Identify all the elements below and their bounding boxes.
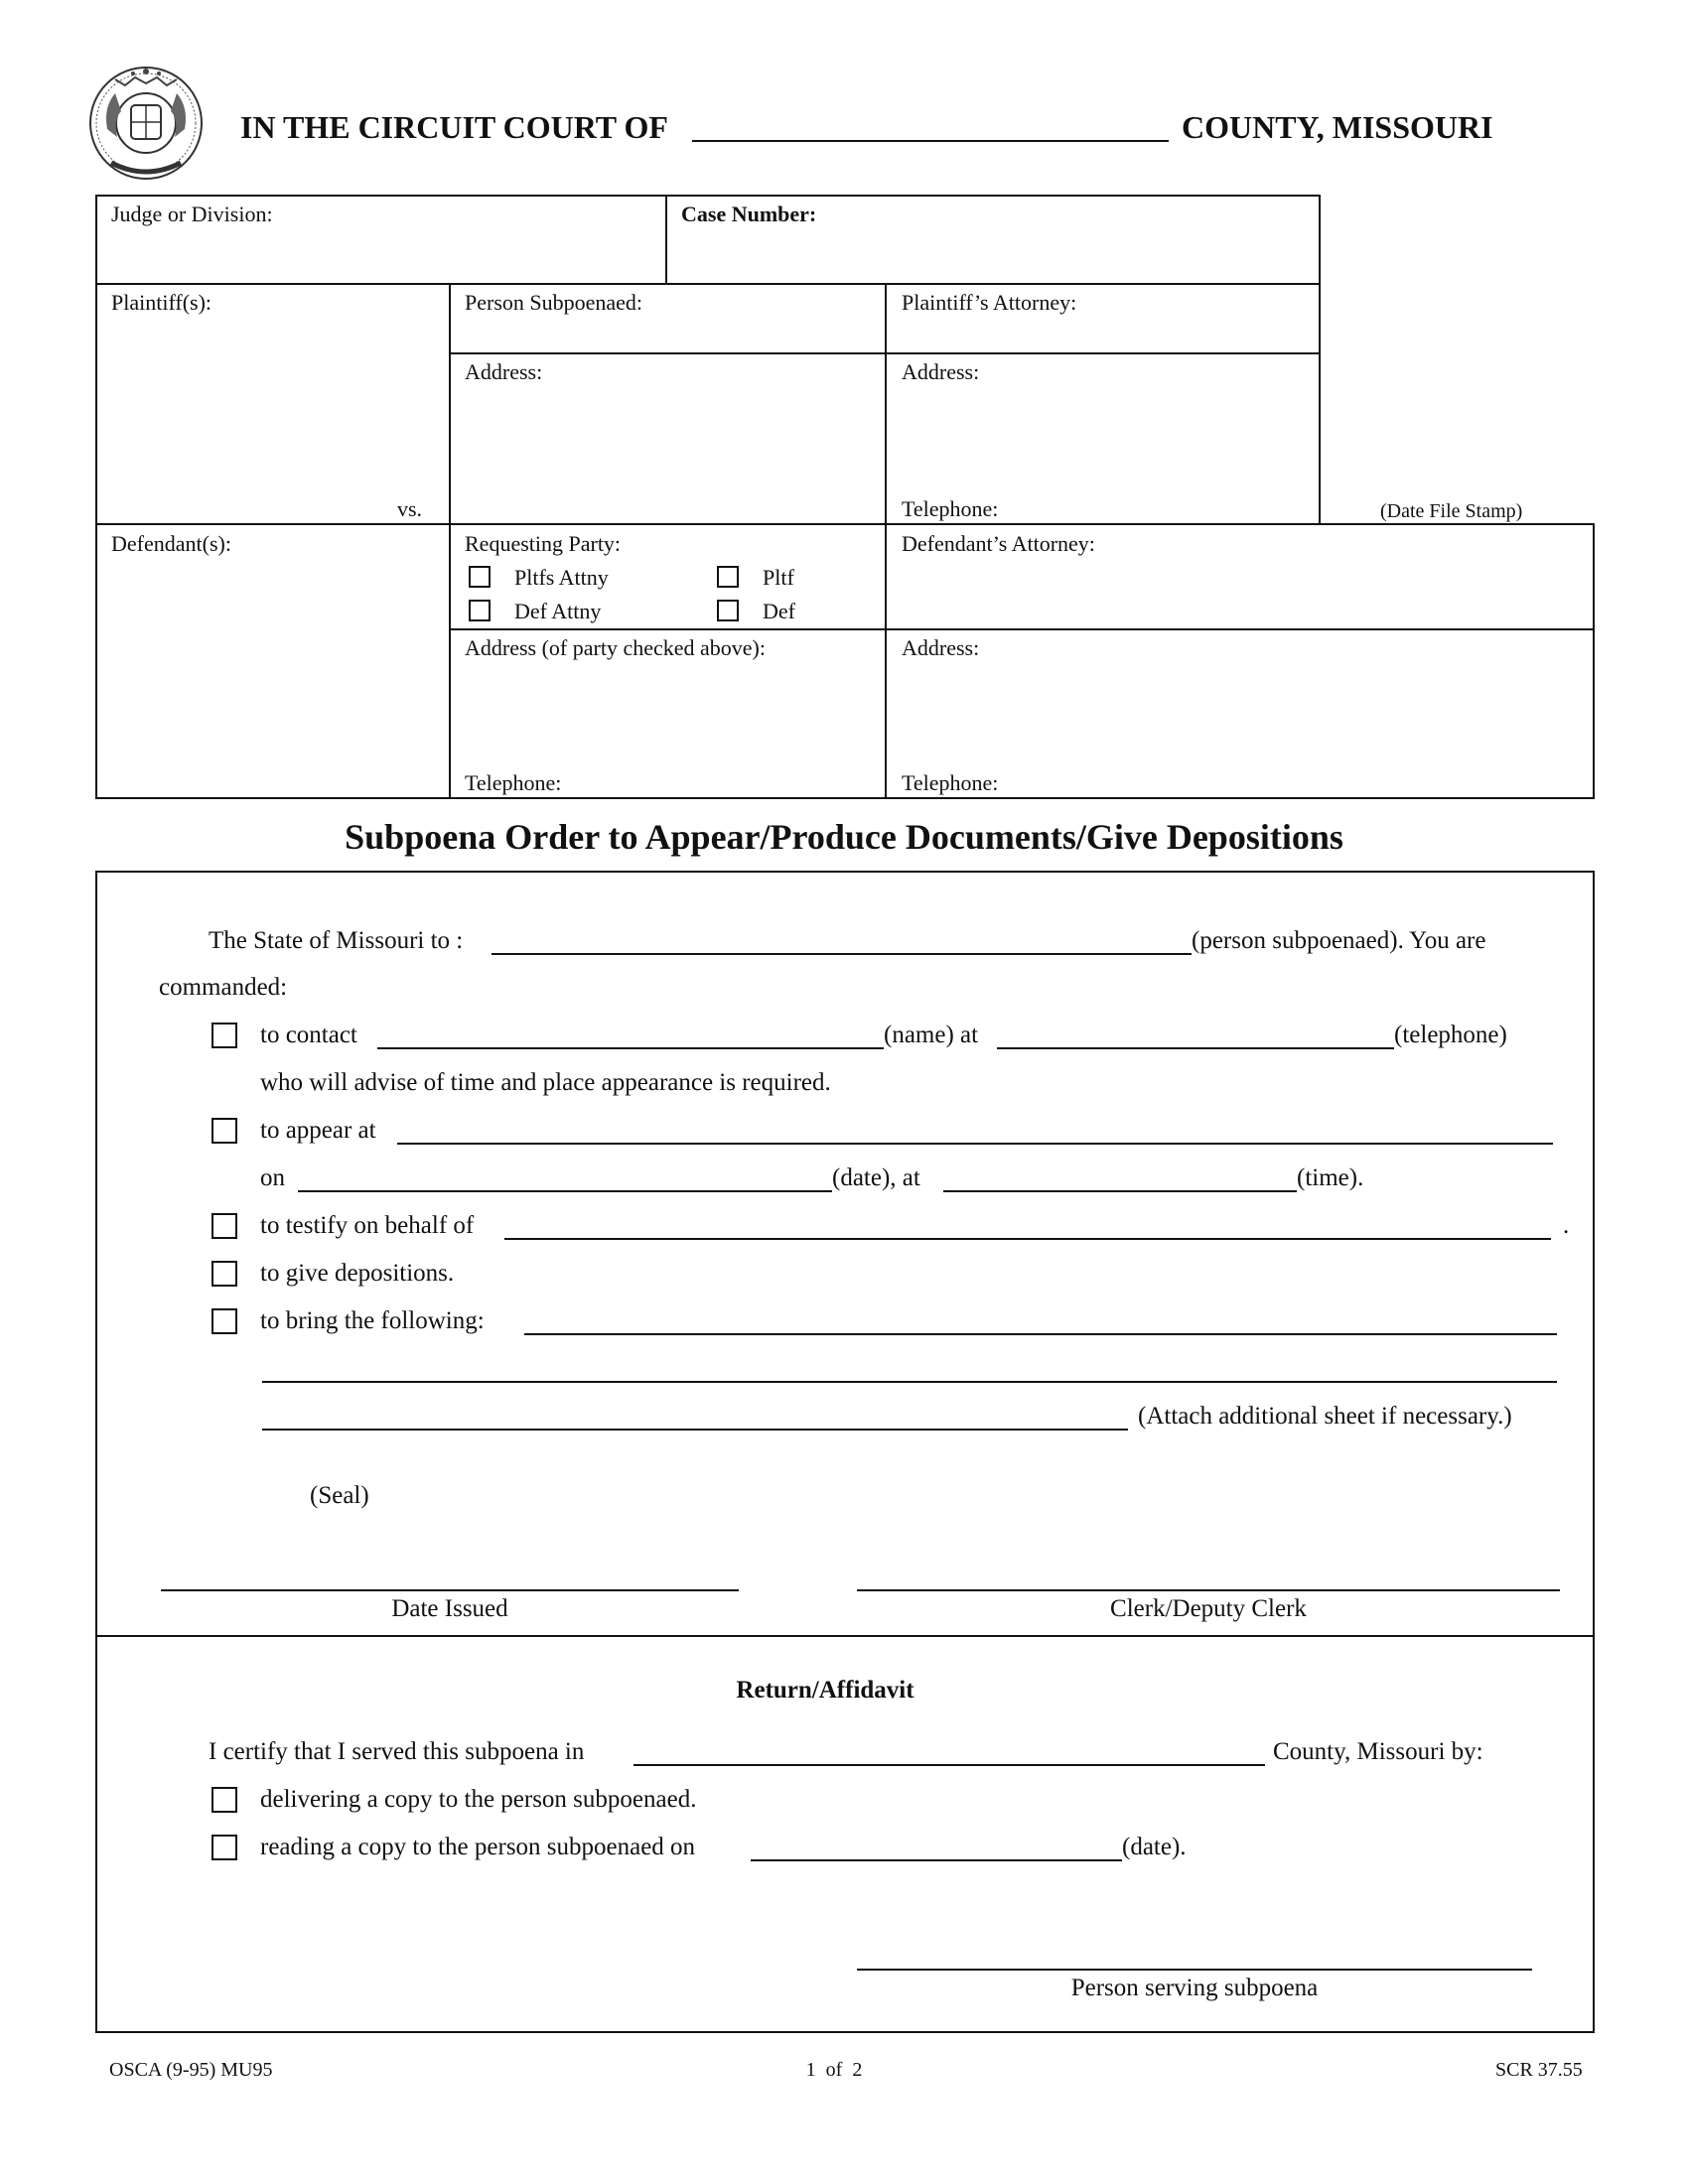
def-attny-label: Def Attny bbox=[514, 599, 602, 623]
plaintiff-attorney-field[interactable]: Plaintiff’s Attorney: bbox=[902, 290, 1077, 315]
date-issued-signature-line[interactable] bbox=[161, 1589, 739, 1591]
grid-col2-line bbox=[449, 283, 451, 798]
give-depositions-checkbox[interactable] bbox=[211, 1261, 237, 1287]
commanded-text: commanded: bbox=[159, 974, 288, 1001]
to-testify-checkbox[interactable] bbox=[211, 1213, 237, 1239]
contact-name-blank[interactable] bbox=[377, 1047, 884, 1049]
seal-text: (Seal) bbox=[310, 1482, 369, 1509]
testify-behalf-blank[interactable] bbox=[504, 1238, 1551, 1240]
clerk-label: Clerk/Deputy Clerk bbox=[1110, 1595, 1307, 1622]
grid-col3-line bbox=[885, 283, 887, 798]
def-label: Def bbox=[763, 599, 795, 623]
person-subpoenaed-text: (person subpoenaed). You are bbox=[1192, 927, 1486, 954]
grid-top-line bbox=[95, 195, 1321, 197]
appear-location-blank[interactable] bbox=[397, 1143, 1553, 1145]
served-county-blank[interactable] bbox=[633, 1764, 1265, 1766]
grid-left-line bbox=[95, 195, 97, 798]
bring-following-checkbox[interactable] bbox=[211, 1308, 237, 1334]
grid-bottom-line bbox=[95, 797, 1595, 799]
person-serving-label: Person serving subpoena bbox=[1070, 1975, 1319, 2001]
grid-requesting-address-line bbox=[449, 628, 1595, 630]
bring-items-blank-2[interactable] bbox=[262, 1381, 1557, 1383]
page-number: 1 of 2 bbox=[805, 2059, 863, 2081]
delivering-text: delivering a copy to the person subpoenaed. bbox=[260, 1786, 697, 1813]
grid-right-line-lower bbox=[1593, 523, 1595, 798]
reading-date-blank[interactable] bbox=[751, 1859, 1122, 1861]
delivering-checkbox[interactable] bbox=[211, 1787, 237, 1813]
on-text: on bbox=[260, 1164, 285, 1191]
to-appear-checkbox[interactable] bbox=[211, 1118, 237, 1144]
plaintiff-attorney-telephone-field[interactable]: Telephone: bbox=[902, 496, 999, 521]
def-attny-checkbox[interactable] bbox=[469, 600, 491, 621]
time-text: (time). bbox=[1297, 1164, 1364, 1191]
to-testify-text: to testify on behalf of bbox=[260, 1212, 475, 1239]
appear-date-blank[interactable] bbox=[298, 1190, 832, 1192]
defendant-attorney-telephone-field[interactable]: Telephone: bbox=[902, 770, 999, 795]
requesting-party-telephone-field[interactable]: Telephone: bbox=[465, 770, 562, 795]
subpoenaed-address-field[interactable]: Address: bbox=[465, 359, 543, 384]
to-contact-checkbox[interactable] bbox=[211, 1023, 237, 1048]
plaintiffs-field[interactable]: Plaintiff(s): bbox=[111, 290, 212, 315]
advise-text: who will advise of time and place appearance is required. bbox=[260, 1069, 831, 1096]
judge-division-field[interactable]: Judge or Division: bbox=[111, 202, 273, 226]
pltfs-attny-label: Pltfs Attny bbox=[514, 565, 609, 590]
requesting-party-label: Requesting Party: bbox=[465, 531, 622, 556]
reading-date-label: (date). bbox=[1122, 1834, 1187, 1860]
missouri-state-seal bbox=[85, 60, 207, 187]
contact-telephone-label: (telephone) bbox=[1394, 1022, 1507, 1048]
reading-text: reading a copy to the person subpoenaed on bbox=[260, 1834, 696, 1860]
bring-following-text: to bring the following: bbox=[260, 1307, 485, 1334]
court-header-suffix: COUNTY, MISSOURI bbox=[1182, 109, 1493, 145]
grid-judge-case-divider bbox=[665, 195, 667, 284]
rule-reference: SCR 37.55 bbox=[1495, 2059, 1583, 2081]
certify-text: I certify that I served this subpoena in bbox=[209, 1738, 585, 1765]
grid-row2-line bbox=[95, 283, 1321, 285]
bring-items-blank-3[interactable] bbox=[262, 1429, 1128, 1431]
person-subpoenaed-blank[interactable] bbox=[492, 953, 1192, 955]
return-affidavit-title: Return/Affidavit bbox=[736, 1677, 914, 1704]
to-appear-text: to appear at bbox=[260, 1117, 376, 1144]
give-depositions-text: to give depositions. bbox=[260, 1260, 455, 1287]
date-at-text: (date), at bbox=[832, 1164, 920, 1191]
defendant-attorney-field[interactable]: Defendant’s Attorney: bbox=[902, 531, 1095, 556]
to-contact-text: to contact bbox=[260, 1022, 357, 1048]
form-id: OSCA (9-95) MU95 bbox=[109, 2059, 273, 2081]
defendant-attorney-address-field[interactable]: Address: bbox=[902, 635, 980, 660]
requesting-party-address-field[interactable]: Address (of party checked above): bbox=[465, 635, 766, 660]
contact-name-label: (name) at bbox=[884, 1022, 979, 1048]
reading-checkbox[interactable] bbox=[211, 1835, 237, 1860]
county-name-blank[interactable] bbox=[692, 140, 1169, 142]
grid-subpoenaed-address-line bbox=[449, 352, 1321, 354]
person-subpoenaed-field[interactable]: Person Subpoenaed: bbox=[465, 290, 643, 315]
state-of-missouri-to: The State of Missouri to : bbox=[209, 927, 464, 954]
vs-label: vs. bbox=[397, 496, 423, 521]
pltf-label: Pltf bbox=[763, 565, 794, 590]
defendants-field[interactable]: Defendant(s): bbox=[111, 531, 231, 556]
person-serving-signature-line[interactable] bbox=[857, 1969, 1532, 1971]
subpoena-title: Subpoena Order to Appear/Produce Documents/Give Depositions bbox=[345, 817, 1343, 857]
grid-right-line-upper bbox=[1319, 195, 1321, 524]
date-issued-label: Date Issued bbox=[391, 1595, 508, 1622]
bring-items-blank-1[interactable] bbox=[524, 1333, 1557, 1335]
clerk-signature-line[interactable] bbox=[857, 1589, 1560, 1591]
certify-county-text: County, Missouri by: bbox=[1273, 1738, 1483, 1765]
plaintiff-attorney-address-field[interactable]: Address: bbox=[902, 359, 980, 384]
def-checkbox[interactable] bbox=[717, 600, 739, 621]
attach-note-text: (Attach additional sheet if necessary.) bbox=[1138, 1403, 1512, 1430]
order-return-divider bbox=[95, 1635, 1595, 1637]
contact-telephone-blank[interactable] bbox=[997, 1047, 1394, 1049]
date-file-stamp-label: (Date File Stamp) bbox=[1380, 500, 1523, 522]
court-header-prefix: IN THE CIRCUIT COURT OF bbox=[240, 109, 668, 145]
grid-row3-line bbox=[95, 523, 1595, 525]
pltfs-attny-checkbox[interactable] bbox=[469, 566, 491, 588]
testify-period: . bbox=[1563, 1212, 1570, 1239]
pltf-checkbox[interactable] bbox=[717, 566, 739, 588]
appear-time-blank[interactable] bbox=[943, 1190, 1297, 1192]
case-number-field[interactable]: Case Number: bbox=[681, 202, 817, 226]
